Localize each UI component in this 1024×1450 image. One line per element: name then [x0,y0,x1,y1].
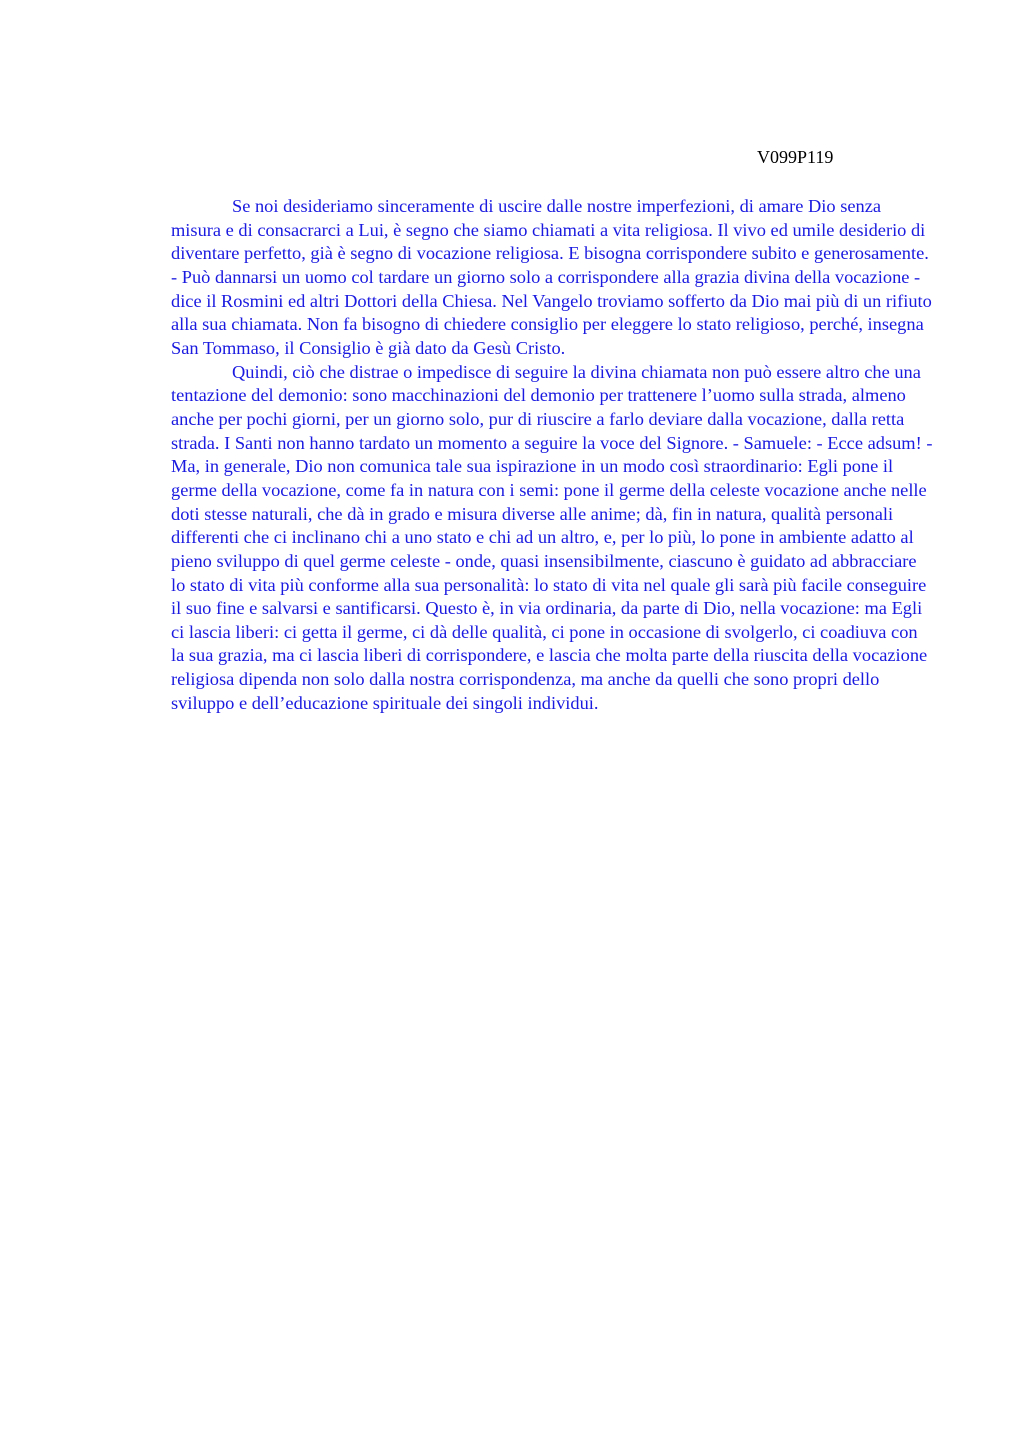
paragraph-1: Se noi desideriamo sinceramente di uscire dalle nostre imperfezioni, di amare Dio senza misura e di consacrarci a Lui, è segno che siamo chiamati a vita religiosa. Il vivo ed umile desiderio di diventare perfetto, già è segno di vocazione religiosa. E bisogna corrispondere subito e generosamente. - Può dannarsi un uomo col tardare un giorno solo a corrispondere alla grazia divina della vocazione - dice il Rosmini ed altri Dottori della Chiesa. Nel Vangelo troviamo sofferto da Dio mai più di un rifiuto alla sua chiamata. Non fa bisogno di chiedere consiglio per eleggere lo stato religioso, perché, insegna San Tommaso, il Consiglio è già dato da Gesù Cristo. [171,196,932,358]
body-text [171,195,934,715]
page-code: V099P119 [757,147,834,167]
paragraph-2: Quindi, ciò che distrae o impedisce di seguire la divina chiamata non può essere altro che una tentazione del demonio: sono macchinazioni del demonio per trattenere l’uomo sulla strada, almeno anche per pochi giorni, per un giorno solo, pur di riuscire a farlo deviare dalla vocazione, dalla retta strada. I Santi non hanno tardato un momento a seguire la voce del Signore. - Samuele: - Ecce adsum! - Ma, in generale, Dio non comunica tale sua ispirazione in un modo così straordinario: Egli pone il germe della vocazione, come fa in natura con i semi: pone il germe della celeste vocazione anche nelle doti stesse naturali, che dà in grado e misura diverse alle anime; dà, fin in natura, qualità personali differenti che ci inclinano chi a uno stato e chi ad un altro, e, per lo più, lo pone in ambiente adatto al pieno sviluppo di quel germe celeste - onde, quasi insensibilmente, ciascuno è guidato ad abbracciare lo stato di vita più conforme alla sua personalità: lo stato di vita nel quale gli sarà più facile conseguire il suo fine e salvarsi e santificarsi. Questo è, in via ordinaria, da parte di Dio, nella vocazione: ma Egli ci lascia liberi: ci getta il germe, ci dà delle qualità, ci pone in occasione di svolgerlo, ci coadiuva con la sua grazia, ma ci lascia liberi di corrispondere, e lascia che molta parte della riuscita della vocazione religiosa dipenda non solo dalla nostra corrispondenza, ma anche da quelli che sono propri dello sviluppo e dell’educazione spirituale dei singoli individui. [171,361,933,713]
